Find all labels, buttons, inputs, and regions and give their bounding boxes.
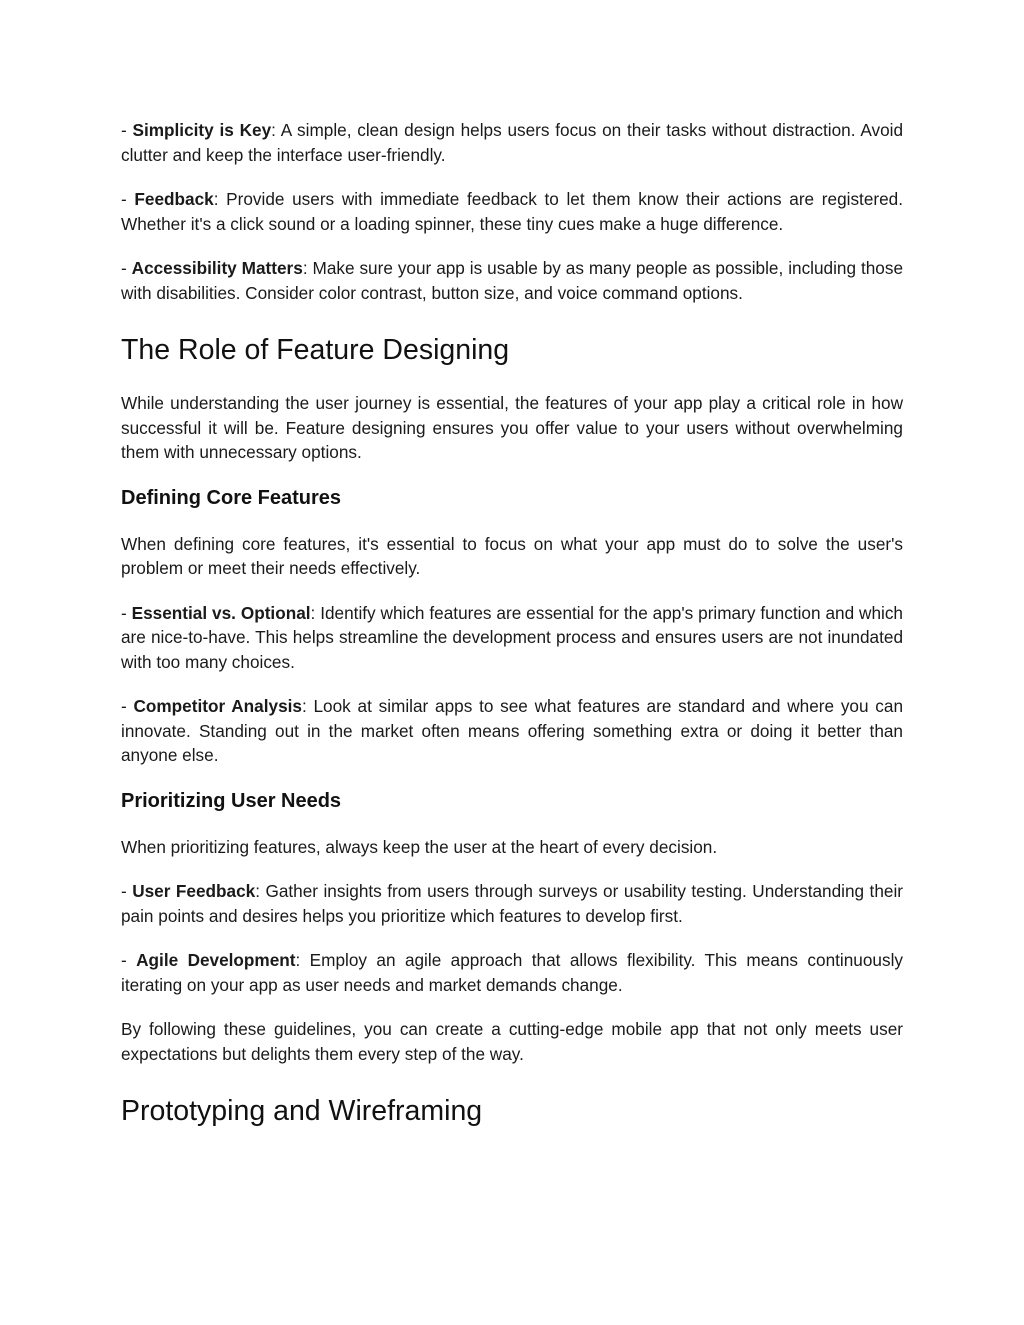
heading-defining-core-features: Defining Core Features bbox=[121, 486, 342, 509]
bullet-text: : Identify which features are essential for the app's primary function and which are nice-to-have. This helps streamline the development process and ensures users are not inundated with too many choices. bbox=[121, 602, 903, 672]
heading-role-of-feature-designing: The Role of Feature Designing bbox=[121, 334, 510, 366]
bullet-essential-vs-optional bbox=[121, 601, 903, 675]
bullet-text: : Make sure your app is usable by as many people as possible, including those with disabilities. Consider color contrast, button size, and voice command options. bbox=[121, 258, 904, 303]
bullet-text: : Employ an agile approach that allows flexibility. This means continuously iterating on your app as user needs and market demands change. bbox=[121, 950, 903, 995]
paragraph-prio: When prioritizing features, always keep the user at the heart of every decision. bbox=[121, 836, 718, 857]
bullet-term: Agile Development bbox=[136, 950, 296, 970]
bullet-text: : A simple, clean design helps users focus on their tasks without distraction. Avoid clutter and keep the interface user-friendly. bbox=[121, 120, 904, 165]
paragraph-role: While understanding the user journey is essential, the features of your app play a critical role in how successful it will be. Feature designing ensures you offer value to your users without overwhelming them with unnecessary options. bbox=[121, 393, 903, 462]
bullet-term: Accessibility Matters bbox=[131, 258, 303, 278]
bullet-lead: - bbox=[121, 881, 133, 901]
bullet-term: User Feedback bbox=[132, 881, 256, 901]
bullet-user-feedback bbox=[121, 879, 903, 928]
bullet-text: : Provide users with immediate feedback to let them know their actions are registered. Whether it's a click sound or a loading spinner, these tiny cues make a huge difference. bbox=[121, 189, 903, 234]
paragraph-closing: By following these guidelines, you can create a cutting-edge mobile app that not only meets user expectations but delights them every step of the way. bbox=[121, 1019, 903, 1064]
bullet-term: Competitor Analysis bbox=[133, 696, 302, 716]
bullet-lead: - bbox=[121, 189, 135, 209]
bullet-competitor-analysis bbox=[121, 694, 903, 768]
bullet-term: Feedback bbox=[134, 189, 214, 209]
heading-prototyping-and-wireframing: Prototyping and Wireframing bbox=[121, 1095, 483, 1127]
bullet-lead: - bbox=[121, 696, 134, 716]
bullet-lead: - bbox=[121, 602, 132, 623]
bullet-lead: - bbox=[121, 258, 132, 278]
bullet-term: Essential vs. Optional bbox=[131, 602, 311, 623]
bullet-lead: - bbox=[121, 120, 133, 140]
bullet-accessibility bbox=[121, 256, 903, 305]
bullet-agile-development bbox=[121, 948, 903, 997]
bullet-term: Simplicity is Key bbox=[132, 120, 272, 140]
bullet-lead: - bbox=[121, 950, 137, 970]
document-page bbox=[121, 118, 903, 1128]
heading-prioritizing-user-needs: Prioritizing User Needs bbox=[121, 789, 342, 812]
bullet-text: : Gather insights from users through surveys or usability testing. Understanding their pain points and desires helps you prioritize which features to develop first. bbox=[121, 881, 903, 926]
bullet-text: : Look at similar apps to see what features are standard and where you can innovate. Standing out in the market often means offering something extra or doing it better than anyone else. bbox=[121, 696, 903, 765]
paragraph-core: When defining core features, it's essential to focus on what your app must do to solve the user's problem or meet their needs effectively. bbox=[121, 533, 903, 578]
bullet-feedback bbox=[121, 187, 903, 236]
bullet-simplicity bbox=[121, 118, 903, 167]
